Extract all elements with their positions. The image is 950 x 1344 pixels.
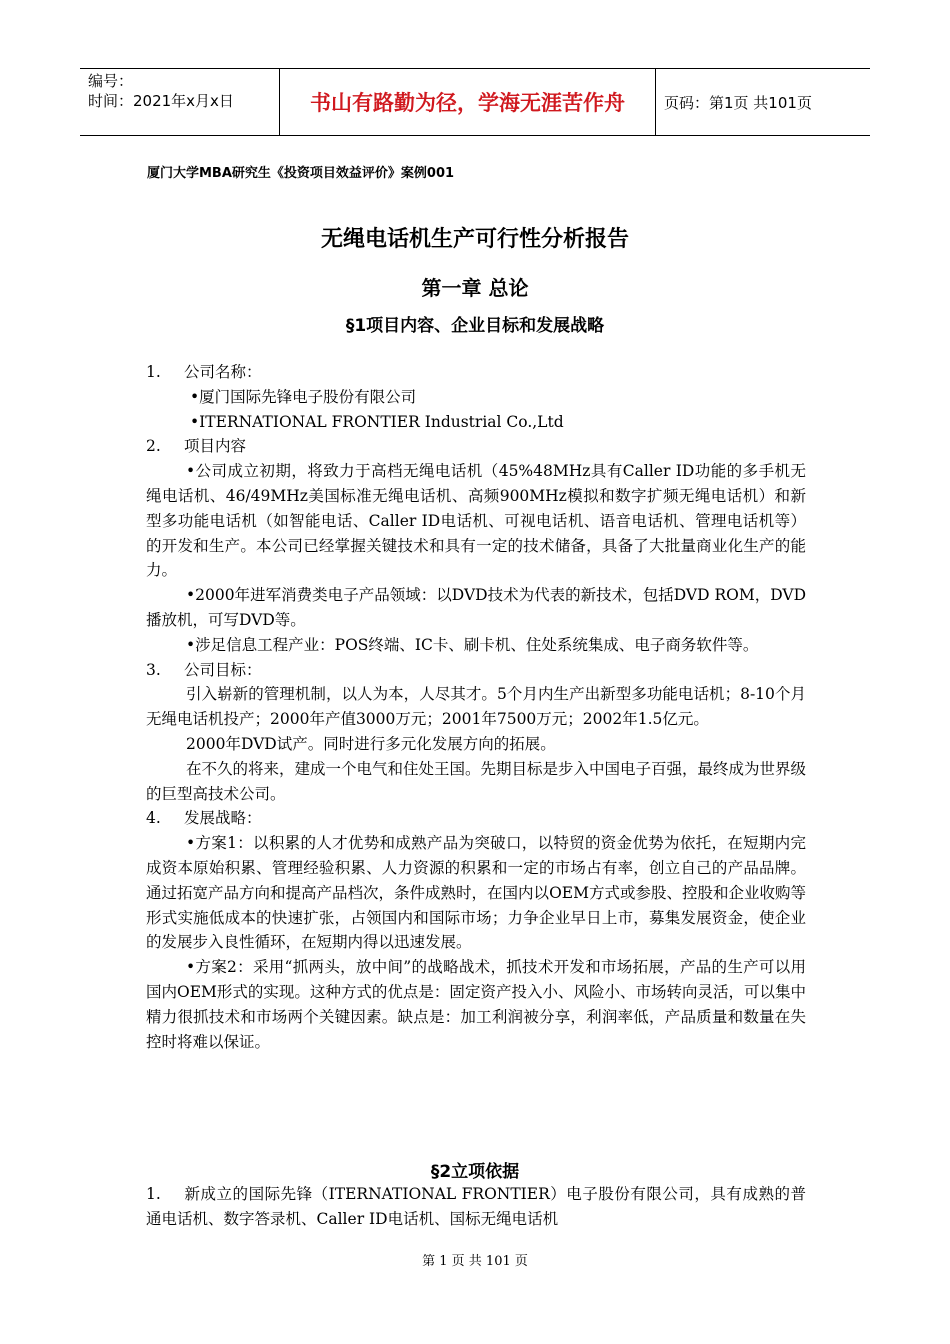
paragraph-dvd: •2000年进军消费类电子产品领域：以DVD技术为代表的新技术，包括DVD ROM，DVD播放机，可写DVD等。: [146, 586, 806, 629]
paragraph-goal-2: 2000年DVD试产。同时进行多元化发展方向的拓展。: [186, 734, 556, 753]
paragraph-goal-1: 引入崭新的管理机制，以人为本，人尽其才。5个月内生产出新型多功能电话机；8-10个月无绳电话机投产；2000年产值3000万元；2001年7500万元；2002年1.5亿元。: [146, 685, 806, 729]
item-2-label: 项目内容: [184, 437, 247, 456]
section1-body: [146, 360, 806, 1054]
paragraph-plan-2: •方案2：采用“抓两头，放中间”的战略战术，抓技术开发和市场拓展，产品的生产可以用国内OEM形式的实现。这种方式的优点是：固定资产投入小、风险小、市场转向灵活，可以集中精力很抓技术和市场两个关键因素。缺点是：加工利润被分享，利润率低，产品质量和数量在失控时将难以保证。: [146, 958, 806, 1051]
paragraph-it: •涉足信息工程产业：POS终端、IC卡、刷卡机、住处系统集成、电子商务软件等。: [186, 635, 759, 654]
item-4-number: 4.: [146, 809, 161, 828]
item-2: [146, 434, 806, 459]
item-3: [146, 658, 806, 683]
company-name-en: •ITERNATIONAL FRONTIER Industrial Co.,Ltd: [190, 412, 564, 431]
header-meta-cell: [80, 69, 280, 135]
number-label: 编号：: [88, 72, 134, 90]
item-3-label: 公司目标：: [184, 660, 262, 679]
item-1-label: 公司名称：: [184, 363, 262, 381]
page-footer: 第 1 页 共 101 页: [422, 1254, 528, 1269]
case-line: 厦门大学MBA研究生《投资项目效益评价》案例001: [147, 166, 455, 181]
paragraph-plan-1: •方案1：以积累的人才优势和成熟产品为突破口，以特贸的资金优势为依托，在短期内完成资本原始积累、管理经验积累、人力资源的积累和一定的市场占有率，创立自己的产品品牌。通过拓宽产品方向和提高产品档次，条件成熟时，在国内以OEM方式或参股、控股和企业收购等形式实施低成本的快速扩张，占领国内和国际市场；力争企业早日上市，募集发展资金，使企业的发展步入良性循环，在短期内得以迅速发展。: [146, 834, 806, 952]
item-4: [146, 806, 806, 831]
section2-item-1-number: 1.: [146, 1185, 161, 1203]
item-3-number: 3.: [146, 660, 161, 679]
section2-body: [146, 1182, 806, 1232]
page-info: 页码：第1页 共101页: [664, 93, 812, 112]
section2-item-1: [146, 1182, 806, 1232]
time-label: 时间：2021年x月x日: [88, 92, 234, 110]
item-2-number: 2.: [146, 437, 161, 456]
item-1-number: 1.: [146, 363, 161, 381]
header-table: [80, 68, 870, 136]
item-1: [146, 360, 806, 385]
paragraph-goal-3: 在不久的将来，建成一个电气和住处王国。先期目标是步入中国电子百强，最终成为世界级的巨型高技术公司。: [146, 759, 807, 803]
item-4-label: 发展战略：: [184, 809, 262, 828]
section1-title: §1项目内容、企业目标和发展战略: [345, 316, 605, 336]
document-title: 无绳电话机生产可行性分析报告: [320, 227, 629, 252]
section2-title: §2立项依据: [430, 1162, 520, 1182]
company-name-cn: •厦门国际先锋电子股份有限公司: [190, 387, 417, 406]
motto: 书山有路勤为径，学海无涯苦作舟: [280, 69, 656, 135]
paragraph-products: •公司成立初期，将致力于高档无绳电话机（45%48MHz具有Caller ID功能的多手机无绳电话机、46/49MHz美国标准无绳电话机、高频900MHz模拟和数字扩频无绳电话机）和新型多功能电话机（如智能电话、Caller ID电话机、可视电话机、语音电话机、管理电话机等）的开发和生产。本公司已经掌握关键技术和具有一定的技术储备，具备了大批量商业化生产的能力。: [146, 462, 806, 580]
chapter-title: 第一章 总论: [421, 276, 529, 300]
section2-item-1-text: 新成立的国际先锋（ITERNATIONAL FRONTIER）电子股份有限公司，具有成熟的普通电话机、数字答录机、Caller ID电话机、国标无绳电话机: [146, 1185, 806, 1228]
